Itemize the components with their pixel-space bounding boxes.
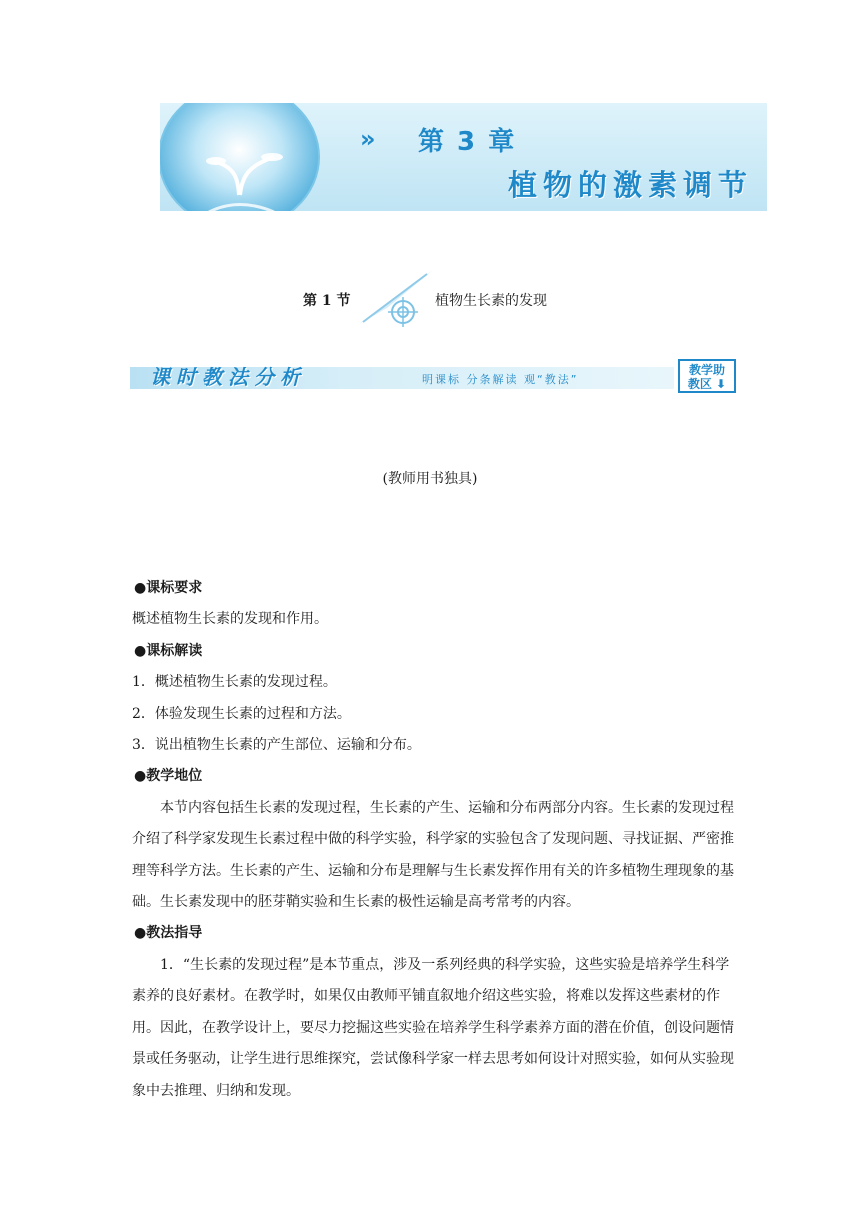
teaching-aid-badge: [678, 359, 736, 393]
target-emblem-icon: [357, 268, 437, 328]
lesson-content: [132, 573, 738, 1107]
heading-teaching-guide: ●教法指导: [134, 925, 203, 942]
teaching-guide-text: 1．“生长素的发现过程”是本节重点，涉及一系列经典的科学实验，这些实验是培养学生科学素养的良好素材。在教学时，如果仅由教师平铺直叙地介绍这些实验，将难以发挥这些素材的作用。因此，在教学设计上，要尽力挖掘这些实验在培养学生科学素养方面的潜在价值，创设问题情景或任务驱动，让学生进行思维探究，尝试像科学家一样去思考如何设计对照实验，如何从实验现象中去推理、归纳和发现。: [132, 956, 734, 1099]
teacher-only-note: (教师用书独具): [382, 471, 478, 487]
chapter-title: 植物的激素调节: [507, 168, 753, 202]
reading-item: 2．体验发现生长素的过程和方法。: [132, 705, 351, 722]
chapter-number: 第 3 章: [418, 127, 517, 157]
lesson-analysis-bar: [130, 359, 736, 395]
reading-item: 1．概述植物生长素的发现过程。: [132, 674, 337, 691]
section-title: 植物生长素的发现: [435, 293, 547, 309]
heading-standards: ●课标要求: [134, 580, 203, 596]
lesson-bar-title: 课时教法分析: [150, 365, 306, 389]
globe-sprout-icon: [160, 103, 324, 211]
lesson-bar-subtitle: 明课标 分条解读 观“教法”: [422, 373, 579, 386]
standards-text: 概述植物生长素的发现和作用。: [132, 611, 328, 628]
section-number: 第 1 节: [303, 293, 351, 309]
heading-teaching-status: ●教学地位: [134, 768, 203, 785]
section-heading: [0, 268, 860, 328]
reading-item: 3．说出植物生长素的产生部位、运输和分布。: [132, 737, 421, 754]
teaching-aid-line2: 教区 ⬇: [687, 377, 727, 391]
teaching-status-text: 本节内容包括生长素的发现过程，生长素的产生、运输和分布两部分内容。生长素的发现过程介绍了科学家发现生长素过程中做的科学实验，科学家的实验包含了发现问题、寻找证据、严密推理等科学方法。生长素的产生、运输和分布是理解与生长素发挥作用有关的许多植物生理现象的基础。生长素发现中的胚芽鞘实验和生长素的极性运输是高考常考的内容。: [132, 799, 734, 911]
chapter-banner: [160, 103, 767, 211]
heading-reading: ●课标解读: [134, 642, 203, 659]
double-chevron-icon: »: [360, 125, 370, 153]
teaching-aid-line1: 教学助: [688, 363, 725, 377]
